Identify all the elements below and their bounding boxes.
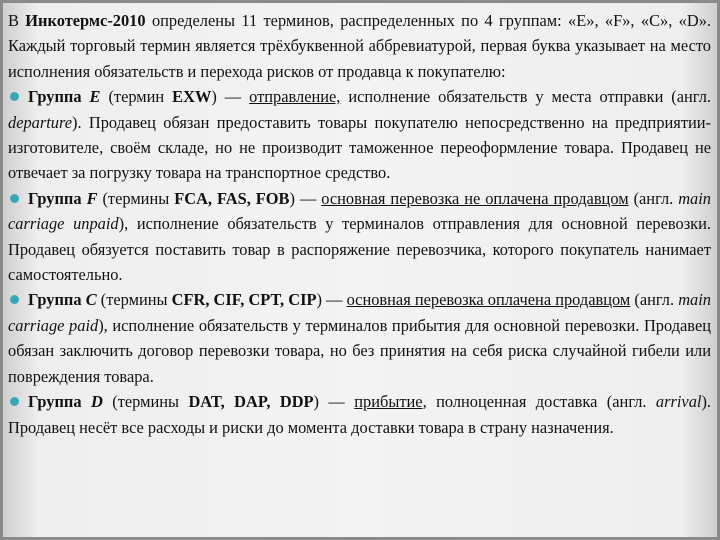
bullet-dot-icon — [10, 295, 19, 304]
group-c-english: main carriage paid — [8, 290, 711, 335]
group-e-word: Группа — [28, 87, 82, 107]
group-c-underlined: основная перевозка оплачена продавцом — [346, 290, 631, 310]
group-d-terms: DAT, DAP, DDP — [188, 392, 314, 412]
group-e-letter: E — [89, 87, 101, 107]
group-f-underlined: основная перевозка не оплачена продавцом — [321, 188, 629, 208]
slide-content — [8, 8, 711, 440]
group-d-word: Группа — [28, 392, 82, 412]
group-d-paragraph — [8, 389, 711, 440]
group-d-after-underline: , полноценная доставка (англ. — [422, 392, 656, 412]
group-f-paragraph — [8, 186, 711, 288]
bullet-dot-icon — [10, 194, 19, 203]
group-d-terms-prefix: (термины — [102, 392, 189, 412]
intro-term: Инкотермс-2010 — [25, 11, 146, 30]
group-d-letter: D — [91, 392, 103, 412]
group-f-rest: ), исполнение обязательств у терминалов отправления для основной перевозки. Продавец обязуется поставить товар в распоряжение перевозчика, которого покупатель нанимает самостоятельно. — [8, 214, 712, 285]
group-e-terms-prefix: (термин — [100, 87, 173, 107]
group-d-english: arrival — [655, 392, 702, 412]
group-c-terms: CFR, CIF, CPT, CIP — [171, 290, 317, 310]
group-f-letter: F — [86, 188, 98, 208]
group-c-word: Группа — [28, 290, 82, 310]
group-f-english: main carriage unpaid — [8, 188, 712, 234]
group-d-terms-suffix: ) — — [313, 392, 355, 412]
group-e-terms-suffix: ) — — [211, 87, 250, 107]
group-c-rest: ), исполнение обязательств у терминалов прибытия для основной перевозки. Продавец обязан заключить договор перевозки товара, но без принятия на себя риска случайной гибели или повреждения товара. — [8, 315, 712, 386]
group-c-letter: C — [85, 290, 97, 310]
group-e-rest: ). Продавец обязан предоставить товары покупателю непосредственно на предприятии-изготовителе, своём складе, но не производит таможенное переоформление товара. Продавец не отвечает за погрузку товара на транспортное средство. — [8, 112, 711, 183]
group-f-terms-suffix: ) — — [289, 188, 322, 208]
group-f-word: Группа — [28, 188, 82, 208]
group-e-terms: EXW — [172, 87, 212, 107]
group-c-after-underline: (англ. — [630, 290, 679, 310]
group-c-terms-prefix: (термины — [96, 290, 172, 310]
group-c-paragraph — [8, 287, 711, 389]
group-e-english: departure — [8, 112, 73, 132]
intro-pre: В — [8, 11, 26, 30]
group-e-paragraph — [8, 84, 711, 186]
group-d-rest: ). Продавец несёт все расходы и риски до момента доставки товара в страну назначения. — [8, 392, 711, 437]
group-d-underlined: прибытие — [354, 392, 423, 412]
bullet-dot-icon — [10, 397, 19, 406]
group-f-terms: FCA, FAS, FOB — [174, 188, 290, 208]
intro-paragraph — [8, 8, 711, 84]
group-f-after-underline: (англ. — [628, 188, 679, 208]
bullet-dot-icon — [10, 92, 19, 101]
group-e-underlined: отправление, — [249, 87, 341, 107]
group-e-after-underline: исполнение обязательств у места отправки (англ. — [340, 87, 711, 107]
group-f-terms-prefix: (термины — [97, 188, 175, 208]
group-c-terms-suffix: ) — — [316, 290, 347, 310]
intro-text: определены 11 терминов, распределенных по 4 группам: «E», «F», «C», «D». Каждый торговый термин является трёхбуквенной аббревиатурой, первая буква указывает на место исполнения обязательств и перехода рисков от продавца к покупателю: — [8, 11, 711, 81]
